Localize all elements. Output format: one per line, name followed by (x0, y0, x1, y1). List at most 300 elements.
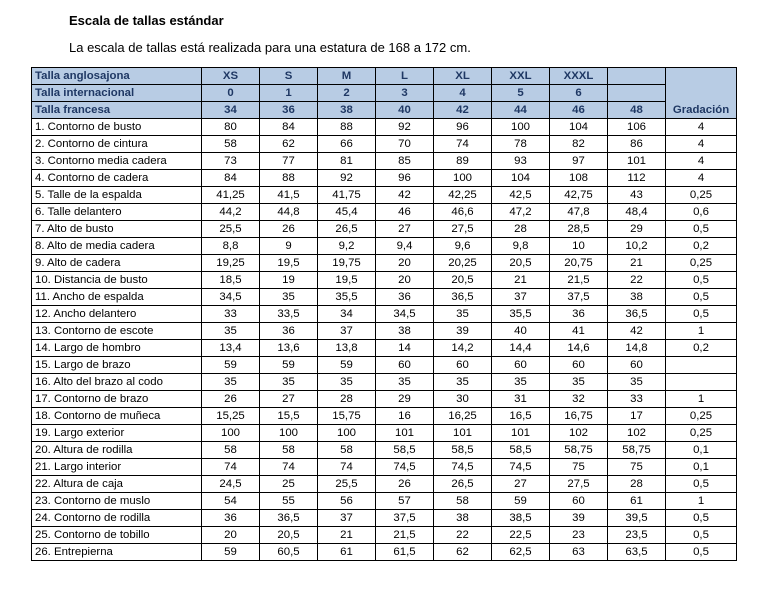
gradacion-value: 0,5 (666, 476, 737, 493)
measurement-value: 19,5 (318, 272, 376, 289)
header-cell (608, 85, 666, 102)
measurement-value: 92 (376, 119, 434, 136)
header-cell: XXL (492, 68, 550, 85)
measurement-value: 74 (434, 136, 492, 153)
measurement-value: 100 (202, 425, 260, 442)
measurement-value: 19,5 (260, 255, 318, 272)
header-cell: 34 (202, 102, 260, 119)
measurement-value: 66 (318, 136, 376, 153)
measurement-value: 84 (260, 119, 318, 136)
gradacion-value: 0,25 (666, 408, 737, 425)
header-cell: 40 (376, 102, 434, 119)
gradacion-value: 0,1 (666, 442, 737, 459)
measurement-value: 33,5 (260, 306, 318, 323)
measurement-value: 28 (608, 476, 666, 493)
gradacion-value: 4 (666, 136, 737, 153)
measurement-value: 26 (260, 221, 318, 238)
measurement-value: 16,75 (550, 408, 608, 425)
measurement-value: 59 (492, 493, 550, 510)
gradacion-value: 1 (666, 323, 737, 340)
measurement-value: 62 (434, 544, 492, 561)
measurement-value: 21 (492, 272, 550, 289)
measurement-value: 14 (376, 340, 434, 357)
measurement-value: 46 (376, 204, 434, 221)
table-row (32, 306, 737, 323)
measurement-value: 13,8 (318, 340, 376, 357)
gradacion-value: 4 (666, 170, 737, 187)
measurement-value: 25 (260, 476, 318, 493)
measurement-value: 27,5 (550, 476, 608, 493)
header-cell: 5 (492, 85, 550, 102)
measurement-value: 74,5 (376, 459, 434, 476)
measurement-value: 80 (202, 119, 260, 136)
measurement-value: 15,75 (318, 408, 376, 425)
table-row (32, 289, 737, 306)
measurement-value: 35 (492, 374, 550, 391)
measurement-value: 14,4 (492, 340, 550, 357)
measurement-value: 34,5 (202, 289, 260, 306)
table-row (32, 238, 737, 255)
measurement-value: 36 (260, 323, 318, 340)
header-cell: 48 (608, 102, 666, 119)
gradacion-value: 0,5 (666, 544, 737, 561)
measurement-value: 61 (608, 493, 666, 510)
gradacion-value: 0,1 (666, 459, 737, 476)
measurement-value: 58,5 (492, 442, 550, 459)
measurement-value: 42,75 (550, 187, 608, 204)
measurement-value: 32 (550, 391, 608, 408)
measurement-value: 20,5 (260, 527, 318, 544)
document-title: Escala de tallas estándar (69, 13, 224, 28)
measurement-value: 42 (608, 323, 666, 340)
table-row (32, 272, 737, 289)
measurement-value: 9,2 (318, 238, 376, 255)
measurement-value: 37,5 (376, 510, 434, 527)
measurement-label: 23. Contorno de muslo (32, 493, 202, 510)
measurement-value: 60 (492, 357, 550, 374)
measurement-value: 39 (434, 323, 492, 340)
header-cell: XL (434, 68, 492, 85)
measurement-value: 36,5 (434, 289, 492, 306)
measurement-value: 35 (434, 374, 492, 391)
measurement-value: 59 (260, 357, 318, 374)
measurement-value: 20,5 (434, 272, 492, 289)
measurement-value: 37 (492, 289, 550, 306)
measurement-label: 10. Distancia de busto (32, 272, 202, 289)
header-row (32, 85, 737, 102)
measurement-value: 33 (608, 391, 666, 408)
measurement-value: 41 (550, 323, 608, 340)
gradacion-value: 1 (666, 391, 737, 408)
measurement-value: 81 (318, 153, 376, 170)
measurement-value: 29 (608, 221, 666, 238)
measurement-value: 57 (376, 493, 434, 510)
table-row (32, 153, 737, 170)
measurement-value: 20 (376, 272, 434, 289)
gradacion-value: 0,6 (666, 204, 737, 221)
measurement-label: 8. Alto de media cadera (32, 238, 202, 255)
measurement-value: 43 (608, 187, 666, 204)
measurement-value: 25,5 (202, 221, 260, 238)
measurement-value: 41,5 (260, 187, 318, 204)
measurement-value: 47,8 (550, 204, 608, 221)
measurement-value: 23,5 (608, 527, 666, 544)
gradacion-value: 0,25 (666, 255, 737, 272)
measurement-value: 60 (550, 357, 608, 374)
measurement-label: 21. Largo interior (32, 459, 202, 476)
measurement-value: 14,6 (550, 340, 608, 357)
measurement-value: 27 (376, 221, 434, 238)
measurement-value: 26,5 (434, 476, 492, 493)
measurement-value: 58,75 (608, 442, 666, 459)
measurement-value: 26 (202, 391, 260, 408)
gradacion-value: 0,25 (666, 187, 737, 204)
measurement-value: 78 (492, 136, 550, 153)
measurement-value: 74 (260, 459, 318, 476)
measurement-value: 35 (202, 374, 260, 391)
measurement-label: 12. Ancho delantero (32, 306, 202, 323)
measurement-value: 21,5 (550, 272, 608, 289)
measurement-label: 11. Ancho de espalda (32, 289, 202, 306)
measurement-value: 82 (550, 136, 608, 153)
measurement-label: 15. Largo de brazo (32, 357, 202, 374)
table-row (32, 476, 737, 493)
measurement-value: 20 (376, 255, 434, 272)
header-cell: L (376, 68, 434, 85)
measurement-value: 13,6 (260, 340, 318, 357)
measurement-value: 58,75 (550, 442, 608, 459)
measurement-value: 30 (434, 391, 492, 408)
measurement-value: 100 (260, 425, 318, 442)
measurement-value: 19,75 (318, 255, 376, 272)
table-row (32, 408, 737, 425)
measurement-value: 75 (608, 459, 666, 476)
measurement-value: 61 (318, 544, 376, 561)
measurement-value: 8,8 (202, 238, 260, 255)
measurement-value: 21 (318, 527, 376, 544)
measurement-value: 62 (260, 136, 318, 153)
table-row (32, 425, 737, 442)
measurement-value: 9,6 (434, 238, 492, 255)
measurement-value: 35 (434, 306, 492, 323)
measurement-value: 14,8 (608, 340, 666, 357)
measurement-value: 56 (318, 493, 376, 510)
measurement-value: 54 (202, 493, 260, 510)
table-row (32, 510, 737, 527)
measurement-value: 26 (376, 476, 434, 493)
table-row (32, 119, 737, 136)
table-row (32, 340, 737, 357)
measurement-value: 35,5 (492, 306, 550, 323)
header-cell: 46 (550, 102, 608, 119)
measurement-value: 38 (434, 510, 492, 527)
measurement-value: 84 (202, 170, 260, 187)
measurement-value: 102 (550, 425, 608, 442)
measurement-label: 3. Contorno media cadera (32, 153, 202, 170)
measurement-value: 34,5 (376, 306, 434, 323)
measurement-value: 47,2 (492, 204, 550, 221)
measurement-value: 88 (260, 170, 318, 187)
measurement-value: 100 (492, 119, 550, 136)
table-row (32, 255, 737, 272)
measurement-value: 89 (434, 153, 492, 170)
measurement-value: 101 (376, 425, 434, 442)
measurement-value: 60 (434, 357, 492, 374)
measurement-value: 60,5 (260, 544, 318, 561)
measurement-label: 24. Contorno de rodilla (32, 510, 202, 527)
measurement-value: 58 (202, 442, 260, 459)
measurement-value: 35,5 (318, 289, 376, 306)
measurement-label: 18. Contorno de muñeca (32, 408, 202, 425)
header-cell: XXXL (550, 68, 608, 85)
header-cell: S (260, 68, 318, 85)
size-chart-table (31, 67, 737, 561)
measurement-value: 25,5 (318, 476, 376, 493)
measurement-value: 58 (202, 136, 260, 153)
measurement-value: 86 (608, 136, 666, 153)
gradacion-header: Gradación (666, 68, 737, 119)
gradacion-value: 4 (666, 119, 737, 136)
measurement-value: 10 (550, 238, 608, 255)
measurement-value: 75 (550, 459, 608, 476)
measurement-value: 24,5 (202, 476, 260, 493)
table-row (32, 442, 737, 459)
measurement-value: 77 (260, 153, 318, 170)
measurement-value: 42,5 (492, 187, 550, 204)
measurement-value: 42,25 (434, 187, 492, 204)
table-row (32, 323, 737, 340)
measurement-value: 15,25 (202, 408, 260, 425)
measurement-value: 21 (608, 255, 666, 272)
measurement-value: 85 (376, 153, 434, 170)
measurement-value: 36,5 (260, 510, 318, 527)
header-cell: 42 (434, 102, 492, 119)
measurement-value: 22 (608, 272, 666, 289)
measurement-value: 39 (550, 510, 608, 527)
measurement-value: 106 (608, 119, 666, 136)
measurement-value: 37 (318, 510, 376, 527)
measurement-value: 16 (376, 408, 434, 425)
measurement-label: 1. Contorno de busto (32, 119, 202, 136)
measurement-label: 16. Alto del brazo al codo (32, 374, 202, 391)
measurement-value: 28 (318, 391, 376, 408)
measurement-value: 16,25 (434, 408, 492, 425)
measurement-value: 9,8 (492, 238, 550, 255)
measurement-value: 88 (318, 119, 376, 136)
measurement-value: 20,5 (492, 255, 550, 272)
measurement-value: 28,5 (550, 221, 608, 238)
table-row (32, 187, 737, 204)
gradacion-value: 0,2 (666, 238, 737, 255)
measurement-value: 100 (434, 170, 492, 187)
measurement-value: 112 (608, 170, 666, 187)
measurement-label: 14. Largo de hombro (32, 340, 202, 357)
measurement-value: 58 (434, 493, 492, 510)
measurement-value: 44,8 (260, 204, 318, 221)
header-cell: XS (202, 68, 260, 85)
measurement-label: 6. Talle delantero (32, 204, 202, 221)
measurement-value: 38 (608, 289, 666, 306)
measurement-value: 70 (376, 136, 434, 153)
measurement-label: 26. Entrepierna (32, 544, 202, 561)
measurement-value: 9 (260, 238, 318, 255)
gradacion-value: 0,5 (666, 306, 737, 323)
measurement-value: 59 (202, 544, 260, 561)
gradacion-value: 4 (666, 153, 737, 170)
gradacion-value: 0,5 (666, 510, 737, 527)
measurement-label: 2. Contorno de cintura (32, 136, 202, 153)
measurement-value: 23 (550, 527, 608, 544)
measurement-value: 35 (260, 374, 318, 391)
measurement-value: 58,5 (434, 442, 492, 459)
measurement-value: 96 (376, 170, 434, 187)
measurement-value: 39,5 (608, 510, 666, 527)
measurement-value: 34 (318, 306, 376, 323)
measurement-value: 36 (202, 510, 260, 527)
measurement-value: 31 (492, 391, 550, 408)
measurement-value: 101 (434, 425, 492, 442)
header-cell: 3 (376, 85, 434, 102)
measurement-label: 19. Largo exterior (32, 425, 202, 442)
measurement-value: 19,25 (202, 255, 260, 272)
measurement-value: 40 (492, 323, 550, 340)
measurement-value: 59 (202, 357, 260, 374)
measurement-value: 59 (318, 357, 376, 374)
table-row (32, 493, 737, 510)
gradacion-value: 0,5 (666, 289, 737, 306)
header-label: Talla anglosajona (32, 68, 202, 85)
gradacion-value (666, 357, 737, 374)
measurement-value: 14,2 (434, 340, 492, 357)
table-row (32, 221, 737, 238)
measurement-value: 74,5 (434, 459, 492, 476)
header-cell: 44 (492, 102, 550, 119)
table-row (32, 527, 737, 544)
header-cell: 36 (260, 102, 318, 119)
header-cell (608, 68, 666, 85)
table-row (32, 136, 737, 153)
gradacion-value: 0,5 (666, 272, 737, 289)
table-row (32, 204, 737, 221)
measurement-value: 101 (492, 425, 550, 442)
measurement-value: 16,5 (492, 408, 550, 425)
measurement-value: 44,2 (202, 204, 260, 221)
measurement-value: 42 (376, 187, 434, 204)
measurement-value: 19 (260, 272, 318, 289)
measurement-value: 27,5 (434, 221, 492, 238)
measurement-value: 101 (608, 153, 666, 170)
header-cell: 0 (202, 85, 260, 102)
measurement-value: 61,5 (376, 544, 434, 561)
measurement-label: 4. Contorno de cadera (32, 170, 202, 187)
table-row (32, 391, 737, 408)
measurement-label: 25. Contorno de tobillo (32, 527, 202, 544)
measurement-value: 28 (492, 221, 550, 238)
measurement-value: 35 (550, 374, 608, 391)
measurement-value: 74 (202, 459, 260, 476)
header-cell: 6 (550, 85, 608, 102)
measurement-value: 63 (550, 544, 608, 561)
measurement-value: 37,5 (550, 289, 608, 306)
measurement-value: 13,4 (202, 340, 260, 357)
gradacion-value: 1 (666, 493, 737, 510)
measurement-value: 73 (202, 153, 260, 170)
measurement-value: 35 (318, 374, 376, 391)
measurement-value: 37 (318, 323, 376, 340)
header-cell: M (318, 68, 376, 85)
measurement-value: 15,5 (260, 408, 318, 425)
measurement-value: 41,25 (202, 187, 260, 204)
measurement-value: 21,5 (376, 527, 434, 544)
measurement-value: 20,75 (550, 255, 608, 272)
measurement-value: 100 (318, 425, 376, 442)
header-cell: 4 (434, 85, 492, 102)
header-label: Talla francesa (32, 102, 202, 119)
measurement-value: 27 (260, 391, 318, 408)
measurement-value: 35 (260, 289, 318, 306)
measurement-value: 60 (376, 357, 434, 374)
measurement-value: 104 (550, 119, 608, 136)
measurement-label: 5. Talle de la espalda (32, 187, 202, 204)
table-row (32, 544, 737, 561)
measurement-value: 22 (434, 527, 492, 544)
measurement-value: 27 (492, 476, 550, 493)
measurement-value: 20 (202, 527, 260, 544)
measurement-label: 13. Contorno de escote (32, 323, 202, 340)
table-row (32, 459, 737, 476)
measurement-value: 58 (260, 442, 318, 459)
measurement-value: 35 (202, 323, 260, 340)
measurement-value: 18,5 (202, 272, 260, 289)
measurement-value: 74 (318, 459, 376, 476)
measurement-value: 55 (260, 493, 318, 510)
measurement-label: 9. Alto de cadera (32, 255, 202, 272)
measurement-value: 38 (376, 323, 434, 340)
header-cell: 2 (318, 85, 376, 102)
measurement-value: 35 (608, 374, 666, 391)
header-label: Talla internacional (32, 85, 202, 102)
measurement-value: 17 (608, 408, 666, 425)
measurement-value: 20,25 (434, 255, 492, 272)
measurement-value: 62,5 (492, 544, 550, 561)
gradacion-value: 0,2 (666, 340, 737, 357)
header-cell: 38 (318, 102, 376, 119)
measurement-value: 36 (550, 306, 608, 323)
measurement-value: 96 (434, 119, 492, 136)
measurement-value: 108 (550, 170, 608, 187)
table-row (32, 357, 737, 374)
table-row (32, 374, 737, 391)
header-cell: 1 (260, 85, 318, 102)
header-row (32, 68, 737, 85)
measurement-value: 58,5 (376, 442, 434, 459)
measurement-value: 104 (492, 170, 550, 187)
measurement-label: 17. Contorno de brazo (32, 391, 202, 408)
measurement-value: 97 (550, 153, 608, 170)
measurement-label: 22. Altura de caja (32, 476, 202, 493)
measurement-value: 58 (318, 442, 376, 459)
measurement-value: 102 (608, 425, 666, 442)
measurement-label: 7. Alto de busto (32, 221, 202, 238)
table-row (32, 170, 737, 187)
measurement-value: 60 (608, 357, 666, 374)
measurement-value: 9,4 (376, 238, 434, 255)
gradacion-value (666, 374, 737, 391)
header-row (32, 102, 737, 119)
measurement-value: 48,4 (608, 204, 666, 221)
measurement-value: 33 (202, 306, 260, 323)
measurement-value: 38,5 (492, 510, 550, 527)
